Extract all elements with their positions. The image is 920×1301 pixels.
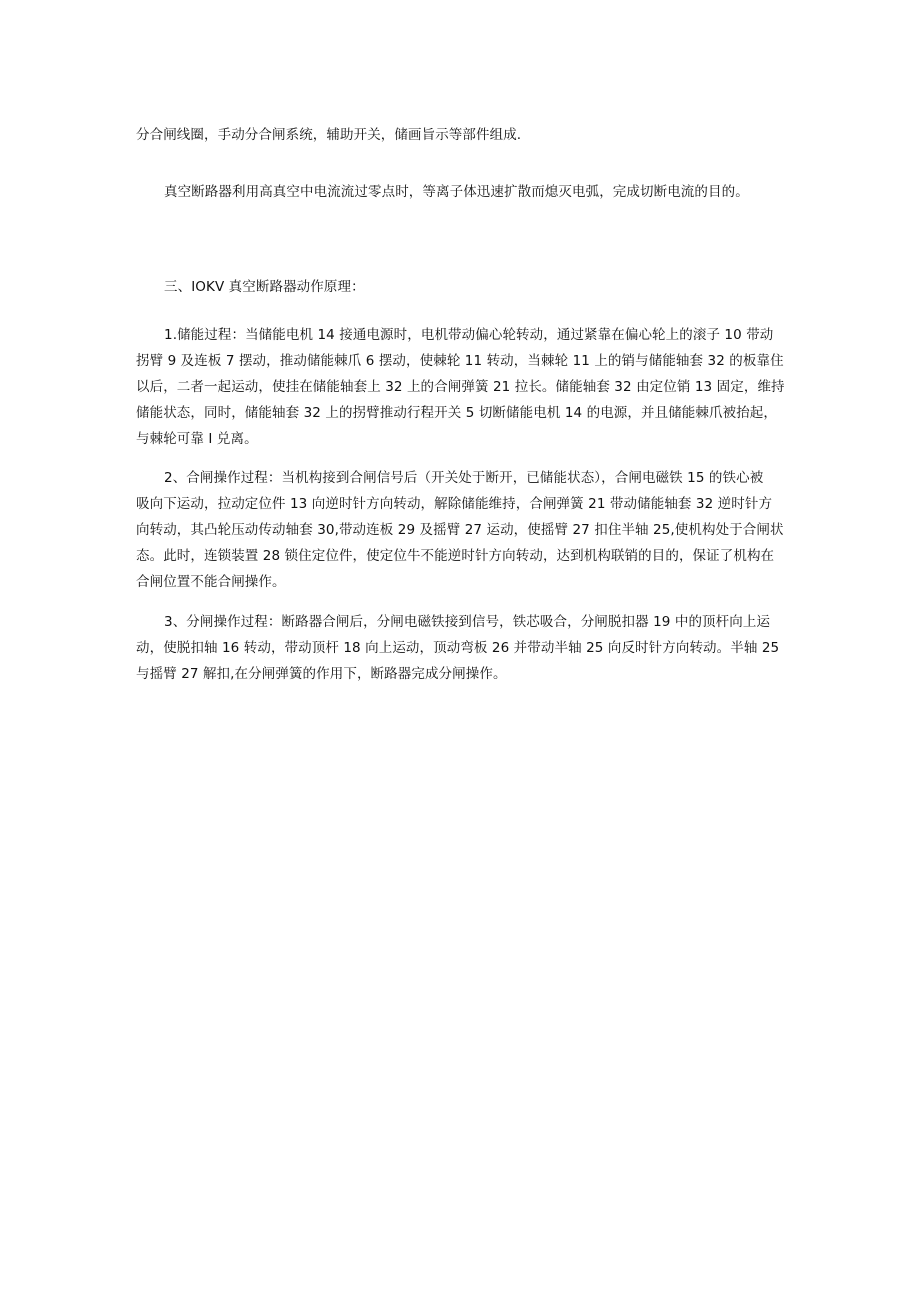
paragraph-line: 3、分闸操作过程：断路器合闸后，分闸电磁铁接到信号，铁芯吸合，分闸脱扣器 19 中的顶杆向上运	[164, 614, 771, 630]
paragraph-line: 合闸位置不能合闸操作。	[136, 574, 286, 590]
paragraph-line: 2、合闸操作过程：当机构接到合闸信号后（开关处于断开，已储能状态），合闸电磁铁 15 的铁心被	[164, 470, 764, 486]
paragraph-line: 向转动，其凸轮压动传动轴套 30,带动连板 29 及摇臂 27 运动，使摇臂 27 扣住半轴 25,使机构处于合闸状	[136, 522, 784, 538]
paragraph-line: 以后，二者一起运动，使挂在储能轴套上 32 上的合闸弹簧 21 拉长。储能轴套 32 由定位销 13 固定，维持	[136, 379, 785, 395]
paragraph-line: 与摇臂 27 解扣,在分闸弹簧的作用下，断路器完成分闸操作。	[136, 666, 507, 682]
paragraph-line: 吸向下运动，拉动定位件 13 向逆时针方向转动，解除储能维持，合闸弹簧 21 带动储能轴套 32 逆时针方	[136, 496, 773, 512]
paragraph-line: 储能状态，同时，储能轴套 32 上的拐臂推动行程开关 5 切断储能电机 14 的电源，并且储能棘爪被抬起，	[136, 405, 777, 421]
section-heading: 三、IOKV 真空断路器动作原理：	[164, 279, 365, 295]
principle-paragraph: 真空断路器利用高真空中电流流过零点时，等离子体迅速扩散而熄灭电弧，完成切断电流的目的。	[164, 184, 749, 200]
paragraph-line: 1.储能过程：当储能电机 14 接通电源时，电机带动偏心轮转动，通过紧靠在偏心轮上的滚子 10 带动	[164, 327, 774, 343]
paragraph-line: 拐臂 9 及连板 7 摆动，推动储能棘爪 6 摆动，使棘轮 11 转动，当棘轮 11 上的销与储能轴套 32 的板靠住	[136, 353, 784, 369]
intro-line: 分合闸线圈，手动分合闸系统，辅助开关，储画旨示等部件组成.	[136, 127, 522, 143]
paragraph-line: 与棘轮可靠 I 兑离。	[136, 431, 258, 447]
paragraph-line: 态。此时，连锁装置 28 锁住定位件，使定位牛不能逆时针方向转动，达到机构联销的目的，保证了机构在	[136, 548, 775, 564]
paragraph-line: 动，使脱扣轴 16 转动，带动顶杆 18 向上运动，顶动弯板 26 并带动半轴 25 向反时针方向转动。半轴 25	[136, 640, 780, 656]
